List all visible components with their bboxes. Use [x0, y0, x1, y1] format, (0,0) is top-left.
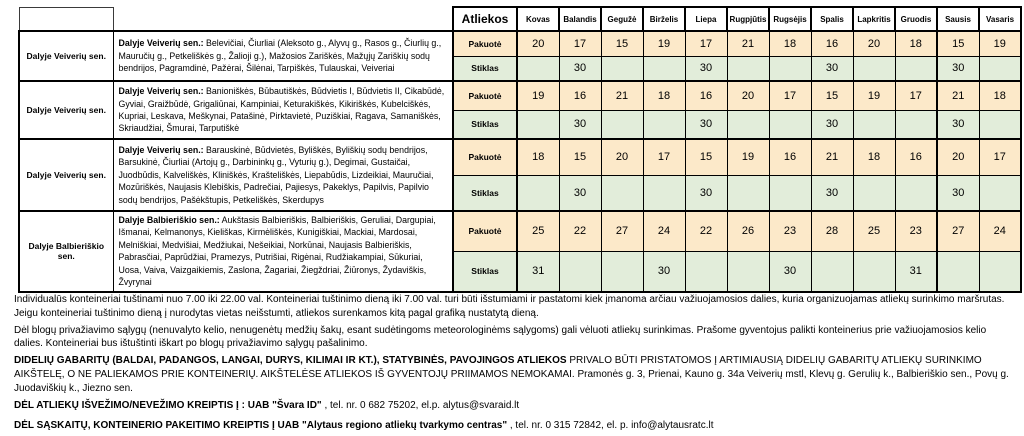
waste-type-cell-glass: Stiklas [453, 251, 517, 291]
schedule-value-package: 20 [727, 81, 769, 110]
schedule-value-glass [517, 110, 559, 139]
schedule-value-package: 25 [853, 211, 895, 251]
schedule-value-package: 27 [601, 211, 643, 251]
schedule-value-glass [517, 175, 559, 211]
month-header: Spalis [811, 7, 853, 31]
schedule-value-glass: 30 [559, 56, 601, 81]
schedule-value-glass [601, 175, 643, 211]
schedule-value-package: 18 [853, 139, 895, 175]
schedule-value-package: 28 [811, 211, 853, 251]
waste-type-cell-package: Pakuotė [453, 31, 517, 56]
schedule-value-glass [727, 56, 769, 81]
schedule-value-package: 24 [643, 211, 685, 251]
schedule-value-package: 20 [517, 31, 559, 56]
schedule-value-package: 18 [979, 81, 1021, 110]
streets-prefix: Dalyje Veiverių sen.: [118, 86, 204, 97]
notes-section [14, 293, 1014, 436]
month-header: Balandis [559, 7, 601, 31]
schedule-value-package: 19 [727, 139, 769, 175]
schedule-value-package: 17 [643, 139, 685, 175]
month-header: Kovas [517, 7, 559, 31]
schedule-value-glass [979, 251, 1021, 291]
schedule-value-package: 21 [601, 81, 643, 110]
schedule-value-package: 27 [937, 211, 979, 251]
region-cell: Dalyje Veiverių sen. [19, 81, 113, 139]
schedule-value-package: 16 [685, 81, 727, 110]
schedule-value-glass [559, 251, 601, 291]
schedule-value-glass: 31 [895, 251, 937, 291]
schedule-value-package: 21 [811, 139, 853, 175]
collection-schedule-table [18, 6, 1022, 293]
month-header: Lapkritis [853, 7, 895, 31]
schedule-value-package: 19 [853, 81, 895, 110]
streets-list: Aukštasis Balbieriškis, Balbieriškis, Geruliai, Dargupiai, Išmanai, Kelmanonys, Kieliškas, Kirmėliškės, Kunigiškiai, Mackiai, Mardosai, Melniškiai, Medvišiai, Medžiukai, Nešeikiai, Norkūnai, Naujasis Balbieriškis, Pabrasčiai, Paprūdžiai, Pramezys, Putrišiai, Rigėnai, Rudžiakampiai, Sūkuriai, Uosa, Vaiva, Vaizgaikiemis, Zaslona, Žagariai, Žiegždriai, Žiūronys, Žydaviškis, Žvyrynai [118, 215, 436, 288]
schedule-value-package: 17 [895, 81, 937, 110]
schedule-value-package: 15 [811, 81, 853, 110]
schedule-value-glass [517, 56, 559, 81]
schedule-value-glass [979, 110, 1021, 139]
schedule-value-package: 19 [517, 81, 559, 110]
streets-cell [113, 211, 453, 292]
note-bulky-waste: DIDELIŲ GABARITŲ (BALDAI, PADANGOS, LANGAI, DURYS, KILIMAI IR KT.), STATYBINĖS, PAVOJINGOS ATLIEKOS PRIVALO BŪTI PRISTATOMOS Į ARTIMIAUSIĄ DIDELIŲ GABARITŲ ATLIEKŲ SURINKIMO AIKŠTELĘ, O NE PALIEKAMOS PRIE KONTEINERIŲ. AIKŠTELĖSE ATLIEKOS IŠ GYVENTOJŲ PRIIMAMOS NEMOKAMAI. Pramonės g. 3, Prienai, Kauno g. 34a Veiverių mstl, Klevų g. Gerulių k., Balbieriškio sen., Povų g. Juodaviškių k., Jiezno sen. [14, 355, 1009, 394]
schedule-value-glass: 31 [517, 251, 559, 291]
schedule-value-glass [895, 110, 937, 139]
waste-type-cell-package: Pakuotė [453, 211, 517, 251]
streets-list: Barauskinė, Būdvietės, Byliškės, Byliškių sodų bendrijos, Barsukinė, Čiurliai (Artojų g., Darbininkų g., Vyturių g.), Degimai, Gustaičai, Juodbūdis, Kalveliškės, Kliniškės, Krašteliškės, Liepabūdis, Lizdeikiai, Mauručiai, Mozūriškės, Naujasis Klebiškis, Padrečiai, Pajiesys, Pakeklys, Papilvis, Papilvio sodų bendrijos, Pašėkštupis, Petkeliškės, Skerdupys [118, 144, 434, 205]
schedule-value-glass [643, 56, 685, 81]
schedule-value-glass [643, 175, 685, 211]
schedule-value-glass: 30 [643, 251, 685, 291]
schedule-value-package: 20 [853, 31, 895, 56]
waste-type-cell-glass: Stiklas [453, 56, 517, 81]
schedule-value-package: 18 [769, 31, 811, 56]
schedule-value-glass [769, 175, 811, 211]
schedule-value-glass [811, 251, 853, 291]
schedule-value-glass [979, 56, 1021, 81]
waste-type-cell-glass: Stiklas [453, 110, 517, 139]
schedule-value-package: 25 [517, 211, 559, 251]
schedule-value-glass [853, 175, 895, 211]
streets-prefix: Dalyje Balbieriškio sen.: [118, 215, 220, 225]
schedule-value-glass [853, 251, 895, 291]
schedule-value-package: 15 [601, 31, 643, 56]
streets-list: Belevičiai, Čiurliai (Aleksoto g., Alyvų g., Rasos g., Čiurlių g., Mauručių g., Petkeliškės g., Žalioji g.), Mažosios Zariškės, Mažųjų Zariškių sodų bendrijos, Pagramdinė, Pažėrai, Šilėnai, Tarpiškės, Tulauskai, Veiveriai [118, 38, 442, 74]
schedule-value-package: 17 [769, 81, 811, 110]
schedule-value-glass [643, 110, 685, 139]
schedule-value-package: 23 [769, 211, 811, 251]
note-contact-aratc: DĖL SĄSKAITŲ, KONTEINERIO PAKEITIMO KREIPTIS Į UAB "Alytaus regiono atliekų tvarkymo centras" , tel. nr. 0 315 72842, el. p. info@alytausratc.lt [14, 420, 714, 432]
streets-header-spacer [113, 7, 453, 31]
schedule-value-glass [601, 251, 643, 291]
schedule-value-package: 22 [685, 211, 727, 251]
waste-type-cell-glass: Stiklas [453, 175, 517, 211]
streets-prefix: Dalyje Veiverių sen.: [118, 38, 204, 49]
corner-cell [19, 7, 113, 31]
waste-header: Atliekos [453, 7, 517, 31]
schedule-value-glass [937, 251, 979, 291]
schedule-value-package: 23 [895, 211, 937, 251]
schedule-value-package: 17 [559, 31, 601, 56]
schedule-value-package: 21 [937, 81, 979, 110]
schedule-value-glass [979, 175, 1021, 211]
schedule-value-glass: 30 [811, 56, 853, 81]
waste-type-cell-package: Pakuotė [453, 139, 517, 175]
streets-cell [113, 139, 453, 211]
schedule-value-package: 16 [769, 139, 811, 175]
schedule-value-package: 15 [937, 31, 979, 56]
note-bad-access: Dėl blogų privažiavimo sąlygų (nenuvalyto kelio, nenugenėtų medžių šakų, esant sudėtingoms meteorologinėms sąlygoms) gali vėluoti atliekų surinkimas. Prašome gyventojus palikti konteinerius prie važiuojamosios kelio dalies. Konteineriai bus ištuštinti iškart po blogų privažiavimo sąlygų pašalinimo. [14, 324, 987, 350]
schedule-value-package: 22 [559, 211, 601, 251]
streets-prefix: Dalyje Veiverių sen.: [118, 144, 204, 155]
schedule-value-glass [601, 110, 643, 139]
schedule-value-package: 18 [517, 139, 559, 175]
schedule-value-glass [727, 110, 769, 139]
schedule-value-glass [769, 56, 811, 81]
streets-list: Banioniškės, Būbautiškės, Būdvietis I, Būdvietis II, Cikabūdė, Gyviai, Graižbūdė, Grigaliūnai, Kampiniai, Keturakiškės, Kikiriškės, Kubelciškės, Kupriai, Leskava, Meškynai, Patašinė, Pirktavietė, Puziškiai, Ragava, Samaniškės, Skriaudžiai, Šmurai, Tarputiškė [118, 86, 445, 134]
schedule-value-glass [727, 175, 769, 211]
schedule-value-glass: 30 [685, 56, 727, 81]
schedule-value-glass: 30 [685, 110, 727, 139]
schedule-value-glass: 30 [769, 251, 811, 291]
month-header: Gegužė [601, 7, 643, 31]
schedule-value-glass: 30 [811, 110, 853, 139]
waste-type-cell-package: Pakuotė [453, 81, 517, 110]
streets-cell [113, 81, 453, 139]
schedule-value-package: 26 [727, 211, 769, 251]
schedule-value-package: 16 [895, 139, 937, 175]
schedule-value-glass: 30 [685, 175, 727, 211]
month-header: Rugpjūtis [727, 7, 769, 31]
schedule-value-glass: 30 [937, 175, 979, 211]
schedule-value-glass: 30 [559, 175, 601, 211]
schedule-value-glass [895, 56, 937, 81]
schedule-value-glass [601, 56, 643, 81]
streets-cell [113, 31, 453, 81]
schedule-value-package: 19 [643, 31, 685, 56]
month-header: Birželis [643, 7, 685, 31]
schedule-value-package: 15 [685, 139, 727, 175]
schedule-value-package: 18 [643, 81, 685, 110]
region-cell: Dalyje Veiverių sen. [19, 139, 113, 211]
note-emptying-hours: Individualūs konteineriai tuštinami nuo 7.00 iki 22.00 val. Konteineriai tuštinimo dieną iki 7.00 val. turi būti išstumiami ir pastatomi kiek įmanoma arčiau važiuojamosios dalies, kuria organizuojamas atliekų surinkimo maršrutas. Jeigu konteineriai tuštinimo dieną į nurodytas vietas neišstumti, atliekos surenkamos kitą pagal grafiką nustatytą dieną. [14, 294, 1005, 319]
region-cell: Dalyje Balbieriškio sen. [19, 211, 113, 292]
schedule-value-glass [895, 175, 937, 211]
region-cell: Dalyje Veiverių sen. [19, 31, 113, 81]
schedule-value-package: 24 [979, 211, 1021, 251]
note-contact-svara: DĖL ATLIEKŲ IŠVEŽIMO/NEVEŽIMO KREIPTIS Į : UAB "Švara ID" , tel. nr. 0 682 75202, el.p. alytus@svaraid.lt [14, 399, 520, 411]
schedule-value-glass: 30 [559, 110, 601, 139]
schedule-value-glass: 30 [937, 56, 979, 81]
schedule-value-package: 16 [559, 81, 601, 110]
schedule-value-package: 17 [685, 31, 727, 56]
schedule-value-glass [853, 56, 895, 81]
collection-schedule [18, 6, 1022, 293]
schedule-value-glass: 30 [937, 110, 979, 139]
month-header: Sausis [937, 7, 979, 31]
schedule-value-package: 21 [727, 31, 769, 56]
schedule-value-glass [727, 251, 769, 291]
schedule-value-package: 15 [559, 139, 601, 175]
schedule-value-glass [685, 251, 727, 291]
month-header: Vasaris [979, 7, 1021, 31]
schedule-value-glass [769, 110, 811, 139]
month-header: Gruodis [895, 7, 937, 31]
schedule-value-glass [853, 110, 895, 139]
month-header: Rugsėjis [769, 7, 811, 31]
schedule-value-package: 20 [937, 139, 979, 175]
schedule-value-package: 16 [811, 31, 853, 56]
schedule-value-package: 17 [979, 139, 1021, 175]
schedule-value-package: 18 [895, 31, 937, 56]
schedule-value-glass: 30 [811, 175, 853, 211]
schedule-value-package: 20 [601, 139, 643, 175]
month-header: Liepa [685, 7, 727, 31]
schedule-value-package: 19 [979, 31, 1021, 56]
